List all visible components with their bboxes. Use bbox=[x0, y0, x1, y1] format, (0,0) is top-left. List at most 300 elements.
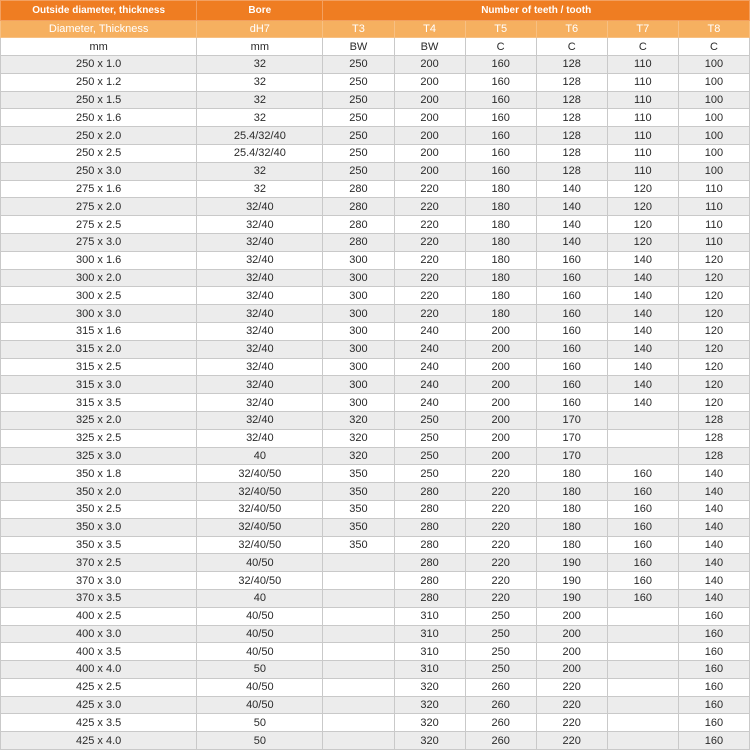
diameter-thickness-cell: 425 x 3.5 bbox=[1, 714, 197, 732]
table-row bbox=[1, 233, 750, 251]
t4-cell: 250 bbox=[394, 411, 465, 429]
t5-cell: 160 bbox=[465, 127, 536, 145]
t8-cell: 140 bbox=[678, 554, 749, 572]
t3-cell: 350 bbox=[323, 536, 394, 554]
t7-cell: 110 bbox=[607, 144, 678, 162]
t5-cell: 250 bbox=[465, 661, 536, 679]
tooth-shape-t6: C bbox=[536, 38, 607, 56]
t7-cell: 140 bbox=[607, 340, 678, 358]
diameter-thickness-cell: 425 x 4.0 bbox=[1, 732, 197, 750]
t6-cell: 180 bbox=[536, 536, 607, 554]
header-row-titles bbox=[1, 1, 750, 21]
table-row bbox=[1, 305, 750, 323]
bore-cell: 32/40 bbox=[197, 394, 323, 412]
bore-cell: 32/40 bbox=[197, 429, 323, 447]
t7-cell: 140 bbox=[607, 305, 678, 323]
t7-cell: 140 bbox=[607, 269, 678, 287]
bore-cell: 40/50 bbox=[197, 643, 323, 661]
bore-cell: 32/40 bbox=[197, 251, 323, 269]
t6-cell: 190 bbox=[536, 589, 607, 607]
t7-cell: 140 bbox=[607, 287, 678, 305]
t7-cell: 160 bbox=[607, 554, 678, 572]
t3-cell bbox=[323, 625, 394, 643]
t4-cell: 320 bbox=[394, 714, 465, 732]
t4-cell: 240 bbox=[394, 340, 465, 358]
t7-cell bbox=[607, 411, 678, 429]
t8-cell: 120 bbox=[678, 305, 749, 323]
t7-cell bbox=[607, 447, 678, 465]
t5-cell: 220 bbox=[465, 465, 536, 483]
t3-cell: 300 bbox=[323, 287, 394, 305]
diameter-thickness-cell: 350 x 3.5 bbox=[1, 536, 197, 554]
t7-cell: 110 bbox=[607, 127, 678, 145]
t7-cell bbox=[607, 696, 678, 714]
t4-cell: 240 bbox=[394, 394, 465, 412]
diameter-thickness-cell: 350 x 2.5 bbox=[1, 500, 197, 518]
diameter-thickness-cell: 315 x 2.5 bbox=[1, 358, 197, 376]
bore-cell: 40/50 bbox=[197, 625, 323, 643]
t4-cell: 280 bbox=[394, 500, 465, 518]
diameter-thickness-cell: 315 x 3.0 bbox=[1, 376, 197, 394]
t5-cell: 200 bbox=[465, 411, 536, 429]
t5-cell: 160 bbox=[465, 56, 536, 74]
t7-cell: 110 bbox=[607, 162, 678, 180]
teeth-count-header: Number of teeth / tooth bbox=[323, 1, 750, 21]
t7-cell: 120 bbox=[607, 216, 678, 234]
t4-cell: 200 bbox=[394, 73, 465, 91]
t8-cell: 160 bbox=[678, 607, 749, 625]
diameter-thickness-cell: 275 x 2.0 bbox=[1, 198, 197, 216]
bore-cell: 25.4/32/40 bbox=[197, 127, 323, 145]
diameter-thickness-cell: 350 x 3.0 bbox=[1, 518, 197, 536]
table-row bbox=[1, 714, 750, 732]
t4-cell: 200 bbox=[394, 109, 465, 127]
t6-cell: 160 bbox=[536, 287, 607, 305]
bore-cell: 32/40 bbox=[197, 305, 323, 323]
bore-cell: 40/50 bbox=[197, 607, 323, 625]
t7-cell bbox=[607, 625, 678, 643]
t8-cell: 140 bbox=[678, 500, 749, 518]
tooth-type-t7: T7 bbox=[607, 21, 678, 38]
diameter-thickness-cell: 250 x 1.0 bbox=[1, 56, 197, 74]
t4-cell: 240 bbox=[394, 358, 465, 376]
t6-cell: 128 bbox=[536, 56, 607, 74]
t5-cell: 180 bbox=[465, 269, 536, 287]
diameter-thickness-cell: 300 x 2.0 bbox=[1, 269, 197, 287]
bore-cell: 32/40 bbox=[197, 216, 323, 234]
t6-cell: 180 bbox=[536, 483, 607, 501]
t8-cell: 160 bbox=[678, 643, 749, 661]
t4-cell: 240 bbox=[394, 376, 465, 394]
t4-cell: 320 bbox=[394, 732, 465, 750]
t5-cell: 160 bbox=[465, 109, 536, 127]
t3-cell: 250 bbox=[323, 162, 394, 180]
t6-cell: 160 bbox=[536, 394, 607, 412]
t8-cell: 100 bbox=[678, 144, 749, 162]
bore-cell: 40/50 bbox=[197, 554, 323, 572]
table-row bbox=[1, 358, 750, 376]
t5-cell: 200 bbox=[465, 340, 536, 358]
t3-cell: 300 bbox=[323, 358, 394, 376]
t8-cell: 100 bbox=[678, 109, 749, 127]
bore-header: Bore bbox=[197, 1, 323, 21]
table-row bbox=[1, 429, 750, 447]
t4-cell: 280 bbox=[394, 483, 465, 501]
t8-cell: 100 bbox=[678, 127, 749, 145]
t7-cell: 160 bbox=[607, 572, 678, 590]
table-row bbox=[1, 251, 750, 269]
t4-cell: 280 bbox=[394, 536, 465, 554]
t8-cell: 140 bbox=[678, 572, 749, 590]
t6-cell: 170 bbox=[536, 411, 607, 429]
table-row bbox=[1, 322, 750, 340]
t3-cell bbox=[323, 607, 394, 625]
t3-cell bbox=[323, 661, 394, 679]
bore-cell: 32 bbox=[197, 91, 323, 109]
bore-cell: 32/40/50 bbox=[197, 483, 323, 501]
t4-cell: 250 bbox=[394, 465, 465, 483]
t4-cell: 220 bbox=[394, 287, 465, 305]
t8-cell: 140 bbox=[678, 465, 749, 483]
table-row bbox=[1, 678, 750, 696]
diameter-thickness-cell: 425 x 3.0 bbox=[1, 696, 197, 714]
t3-cell: 350 bbox=[323, 500, 394, 518]
t7-cell bbox=[607, 661, 678, 679]
bore-cell: 32/40/50 bbox=[197, 518, 323, 536]
t3-cell: 250 bbox=[323, 127, 394, 145]
t7-cell bbox=[607, 678, 678, 696]
t5-cell: 220 bbox=[465, 589, 536, 607]
table-row bbox=[1, 661, 750, 679]
table-row bbox=[1, 394, 750, 412]
diameter-thickness-cell: 325 x 2.5 bbox=[1, 429, 197, 447]
t8-cell: 128 bbox=[678, 429, 749, 447]
t3-cell bbox=[323, 732, 394, 750]
tooth-type-t4: T4 bbox=[394, 21, 465, 38]
bore-cell: 32/40/50 bbox=[197, 536, 323, 554]
t3-cell bbox=[323, 678, 394, 696]
t7-cell: 110 bbox=[607, 56, 678, 74]
bore-unit: mm bbox=[197, 38, 323, 56]
t8-cell: 128 bbox=[678, 411, 749, 429]
t5-cell: 180 bbox=[465, 216, 536, 234]
t5-cell: 250 bbox=[465, 643, 536, 661]
table-row bbox=[1, 643, 750, 661]
t4-cell: 200 bbox=[394, 127, 465, 145]
diameter-thickness-cell: 315 x 2.0 bbox=[1, 340, 197, 358]
t4-cell: 220 bbox=[394, 269, 465, 287]
t7-cell: 110 bbox=[607, 109, 678, 127]
bore-cell: 50 bbox=[197, 732, 323, 750]
t4-cell: 310 bbox=[394, 607, 465, 625]
diameter-thickness-cell: 350 x 2.0 bbox=[1, 483, 197, 501]
t6-cell: 200 bbox=[536, 643, 607, 661]
t3-cell: 250 bbox=[323, 56, 394, 74]
t7-cell bbox=[607, 643, 678, 661]
t7-cell: 120 bbox=[607, 198, 678, 216]
t6-cell: 160 bbox=[536, 340, 607, 358]
bore-cell: 40 bbox=[197, 589, 323, 607]
table-row bbox=[1, 269, 750, 287]
t5-cell: 260 bbox=[465, 696, 536, 714]
diameter-thickness-cell: 250 x 3.0 bbox=[1, 162, 197, 180]
t6-cell: 220 bbox=[536, 732, 607, 750]
tooth-shape-t8: C bbox=[678, 38, 749, 56]
t4-cell: 250 bbox=[394, 429, 465, 447]
t6-cell: 160 bbox=[536, 251, 607, 269]
t8-cell: 110 bbox=[678, 233, 749, 251]
t8-cell: 160 bbox=[678, 625, 749, 643]
t7-cell: 160 bbox=[607, 483, 678, 501]
diameter-thickness-cell: 325 x 2.0 bbox=[1, 411, 197, 429]
t6-cell: 160 bbox=[536, 358, 607, 376]
diameter-thickness-cell: 250 x 1.2 bbox=[1, 73, 197, 91]
bore-tolerance-subheader: dH7 bbox=[197, 21, 323, 38]
t4-cell: 220 bbox=[394, 198, 465, 216]
t6-cell: 180 bbox=[536, 465, 607, 483]
t5-cell: 260 bbox=[465, 714, 536, 732]
t3-cell: 300 bbox=[323, 340, 394, 358]
t6-cell: 190 bbox=[536, 554, 607, 572]
units-row bbox=[1, 38, 750, 56]
t3-cell: 350 bbox=[323, 483, 394, 501]
bore-cell: 32/40 bbox=[197, 233, 323, 251]
t6-cell: 140 bbox=[536, 216, 607, 234]
bore-cell: 32 bbox=[197, 56, 323, 74]
t5-cell: 250 bbox=[465, 625, 536, 643]
diameter-thickness-cell: 315 x 1.6 bbox=[1, 322, 197, 340]
t6-cell: 128 bbox=[536, 144, 607, 162]
table-row bbox=[1, 162, 750, 180]
t3-cell bbox=[323, 572, 394, 590]
t8-cell: 128 bbox=[678, 447, 749, 465]
t5-cell: 200 bbox=[465, 376, 536, 394]
t6-cell: 140 bbox=[536, 198, 607, 216]
t5-cell: 260 bbox=[465, 678, 536, 696]
t6-cell: 160 bbox=[536, 322, 607, 340]
t4-cell: 220 bbox=[394, 305, 465, 323]
t3-cell: 320 bbox=[323, 411, 394, 429]
tooth-shape-t3: BW bbox=[323, 38, 394, 56]
diameter-thickness-cell: 300 x 1.6 bbox=[1, 251, 197, 269]
t6-cell: 128 bbox=[536, 109, 607, 127]
t6-cell: 170 bbox=[536, 447, 607, 465]
t6-cell: 128 bbox=[536, 91, 607, 109]
bore-cell: 32/40 bbox=[197, 322, 323, 340]
t3-cell: 350 bbox=[323, 518, 394, 536]
t5-cell: 180 bbox=[465, 287, 536, 305]
diameter-thickness-cell: 350 x 1.8 bbox=[1, 465, 197, 483]
t8-cell: 100 bbox=[678, 73, 749, 91]
diameter-unit: mm bbox=[1, 38, 197, 56]
t8-cell: 140 bbox=[678, 518, 749, 536]
t8-cell: 140 bbox=[678, 589, 749, 607]
t4-cell: 220 bbox=[394, 233, 465, 251]
t4-cell: 280 bbox=[394, 554, 465, 572]
bore-cell: 32/40/50 bbox=[197, 500, 323, 518]
t7-cell: 140 bbox=[607, 394, 678, 412]
t6-cell: 200 bbox=[536, 661, 607, 679]
diameter-thickness-cell: 315 x 3.5 bbox=[1, 394, 197, 412]
bore-cell: 40 bbox=[197, 447, 323, 465]
t4-cell: 280 bbox=[394, 572, 465, 590]
t6-cell: 200 bbox=[536, 625, 607, 643]
table-row bbox=[1, 73, 750, 91]
t3-cell: 320 bbox=[323, 429, 394, 447]
table-row bbox=[1, 625, 750, 643]
t6-cell: 180 bbox=[536, 518, 607, 536]
diameter-thickness-cell: 370 x 3.0 bbox=[1, 572, 197, 590]
t5-cell: 160 bbox=[465, 162, 536, 180]
t4-cell: 280 bbox=[394, 589, 465, 607]
diameter-thickness-cell: 250 x 2.5 bbox=[1, 144, 197, 162]
t5-cell: 220 bbox=[465, 536, 536, 554]
bore-cell: 50 bbox=[197, 714, 323, 732]
t3-cell: 280 bbox=[323, 198, 394, 216]
table-row bbox=[1, 483, 750, 501]
bore-cell: 32/40/50 bbox=[197, 465, 323, 483]
t4-cell: 200 bbox=[394, 91, 465, 109]
t7-cell bbox=[607, 607, 678, 625]
table-row bbox=[1, 554, 750, 572]
t7-cell: 120 bbox=[607, 180, 678, 198]
diameter-thickness-cell: 275 x 3.0 bbox=[1, 233, 197, 251]
t8-cell: 160 bbox=[678, 696, 749, 714]
t3-cell: 280 bbox=[323, 233, 394, 251]
t4-cell: 220 bbox=[394, 251, 465, 269]
table-body bbox=[1, 56, 750, 750]
table-row bbox=[1, 607, 750, 625]
t3-cell: 300 bbox=[323, 269, 394, 287]
t7-cell bbox=[607, 429, 678, 447]
table-row bbox=[1, 144, 750, 162]
diameter-thickness-cell: 400 x 3.0 bbox=[1, 625, 197, 643]
t5-cell: 180 bbox=[465, 251, 536, 269]
t7-cell: 160 bbox=[607, 536, 678, 554]
t8-cell: 120 bbox=[678, 322, 749, 340]
t8-cell: 120 bbox=[678, 376, 749, 394]
header-row-subtitles bbox=[1, 21, 750, 38]
t8-cell: 110 bbox=[678, 180, 749, 198]
table-row bbox=[1, 500, 750, 518]
bore-cell: 25.4/32/40 bbox=[197, 144, 323, 162]
t3-cell: 300 bbox=[323, 305, 394, 323]
bore-cell: 32/40 bbox=[197, 198, 323, 216]
t5-cell: 220 bbox=[465, 518, 536, 536]
t3-cell: 250 bbox=[323, 144, 394, 162]
table-row bbox=[1, 447, 750, 465]
t8-cell: 140 bbox=[678, 536, 749, 554]
t6-cell: 160 bbox=[536, 305, 607, 323]
t6-cell: 220 bbox=[536, 696, 607, 714]
t8-cell: 120 bbox=[678, 394, 749, 412]
table-row bbox=[1, 732, 750, 750]
t7-cell: 110 bbox=[607, 91, 678, 109]
table-row bbox=[1, 56, 750, 74]
t7-cell bbox=[607, 732, 678, 750]
outside-diameter-header: Outside diameter, thickness bbox=[1, 1, 197, 21]
bore-cell: 40/50 bbox=[197, 678, 323, 696]
bore-cell: 32 bbox=[197, 109, 323, 127]
t8-cell: 100 bbox=[678, 56, 749, 74]
t5-cell: 180 bbox=[465, 233, 536, 251]
t3-cell bbox=[323, 714, 394, 732]
tooth-shape-t7: C bbox=[607, 38, 678, 56]
t7-cell: 140 bbox=[607, 322, 678, 340]
t6-cell: 200 bbox=[536, 607, 607, 625]
table-row bbox=[1, 340, 750, 358]
t4-cell: 320 bbox=[394, 678, 465, 696]
t3-cell: 280 bbox=[323, 180, 394, 198]
diameter-thickness-cell: 425 x 2.5 bbox=[1, 678, 197, 696]
t7-cell: 160 bbox=[607, 589, 678, 607]
table-row bbox=[1, 465, 750, 483]
diameter-thickness-cell: 325 x 3.0 bbox=[1, 447, 197, 465]
t5-cell: 180 bbox=[465, 180, 536, 198]
t4-cell: 200 bbox=[394, 144, 465, 162]
table-row bbox=[1, 376, 750, 394]
diameter-thickness-cell: 370 x 2.5 bbox=[1, 554, 197, 572]
t7-cell: 160 bbox=[607, 518, 678, 536]
t3-cell: 300 bbox=[323, 394, 394, 412]
t4-cell: 320 bbox=[394, 696, 465, 714]
t6-cell: 190 bbox=[536, 572, 607, 590]
t4-cell: 310 bbox=[394, 643, 465, 661]
t8-cell: 120 bbox=[678, 287, 749, 305]
tooth-type-t8: T8 bbox=[678, 21, 749, 38]
t6-cell: 128 bbox=[536, 127, 607, 145]
t8-cell: 140 bbox=[678, 483, 749, 501]
t5-cell: 220 bbox=[465, 500, 536, 518]
diameter-thickness-cell: 275 x 1.6 bbox=[1, 180, 197, 198]
t5-cell: 200 bbox=[465, 322, 536, 340]
t8-cell: 120 bbox=[678, 340, 749, 358]
t3-cell bbox=[323, 554, 394, 572]
t8-cell: 100 bbox=[678, 91, 749, 109]
t5-cell: 160 bbox=[465, 73, 536, 91]
t6-cell: 128 bbox=[536, 73, 607, 91]
t3-cell: 300 bbox=[323, 376, 394, 394]
t4-cell: 200 bbox=[394, 56, 465, 74]
t8-cell: 120 bbox=[678, 358, 749, 376]
t5-cell: 220 bbox=[465, 554, 536, 572]
table-row bbox=[1, 287, 750, 305]
t7-cell: 140 bbox=[607, 376, 678, 394]
t3-cell: 320 bbox=[323, 447, 394, 465]
t8-cell: 120 bbox=[678, 269, 749, 287]
t8-cell: 160 bbox=[678, 714, 749, 732]
t5-cell: 180 bbox=[465, 305, 536, 323]
t5-cell: 200 bbox=[465, 429, 536, 447]
diameter-thickness-cell: 400 x 2.5 bbox=[1, 607, 197, 625]
t7-cell: 140 bbox=[607, 358, 678, 376]
t8-cell: 120 bbox=[678, 251, 749, 269]
t6-cell: 180 bbox=[536, 500, 607, 518]
t4-cell: 220 bbox=[394, 180, 465, 198]
t3-cell: 250 bbox=[323, 73, 394, 91]
tooth-type-t3: T3 bbox=[323, 21, 394, 38]
diameter-thickness-cell: 400 x 3.5 bbox=[1, 643, 197, 661]
bore-cell: 40/50 bbox=[197, 696, 323, 714]
bore-cell: 50 bbox=[197, 661, 323, 679]
bore-cell: 32/40/50 bbox=[197, 572, 323, 590]
t3-cell bbox=[323, 696, 394, 714]
diameter-thickness-cell: 275 x 2.5 bbox=[1, 216, 197, 234]
t4-cell: 310 bbox=[394, 661, 465, 679]
t5-cell: 220 bbox=[465, 572, 536, 590]
bore-cell: 32/40 bbox=[197, 340, 323, 358]
t6-cell: 140 bbox=[536, 180, 607, 198]
